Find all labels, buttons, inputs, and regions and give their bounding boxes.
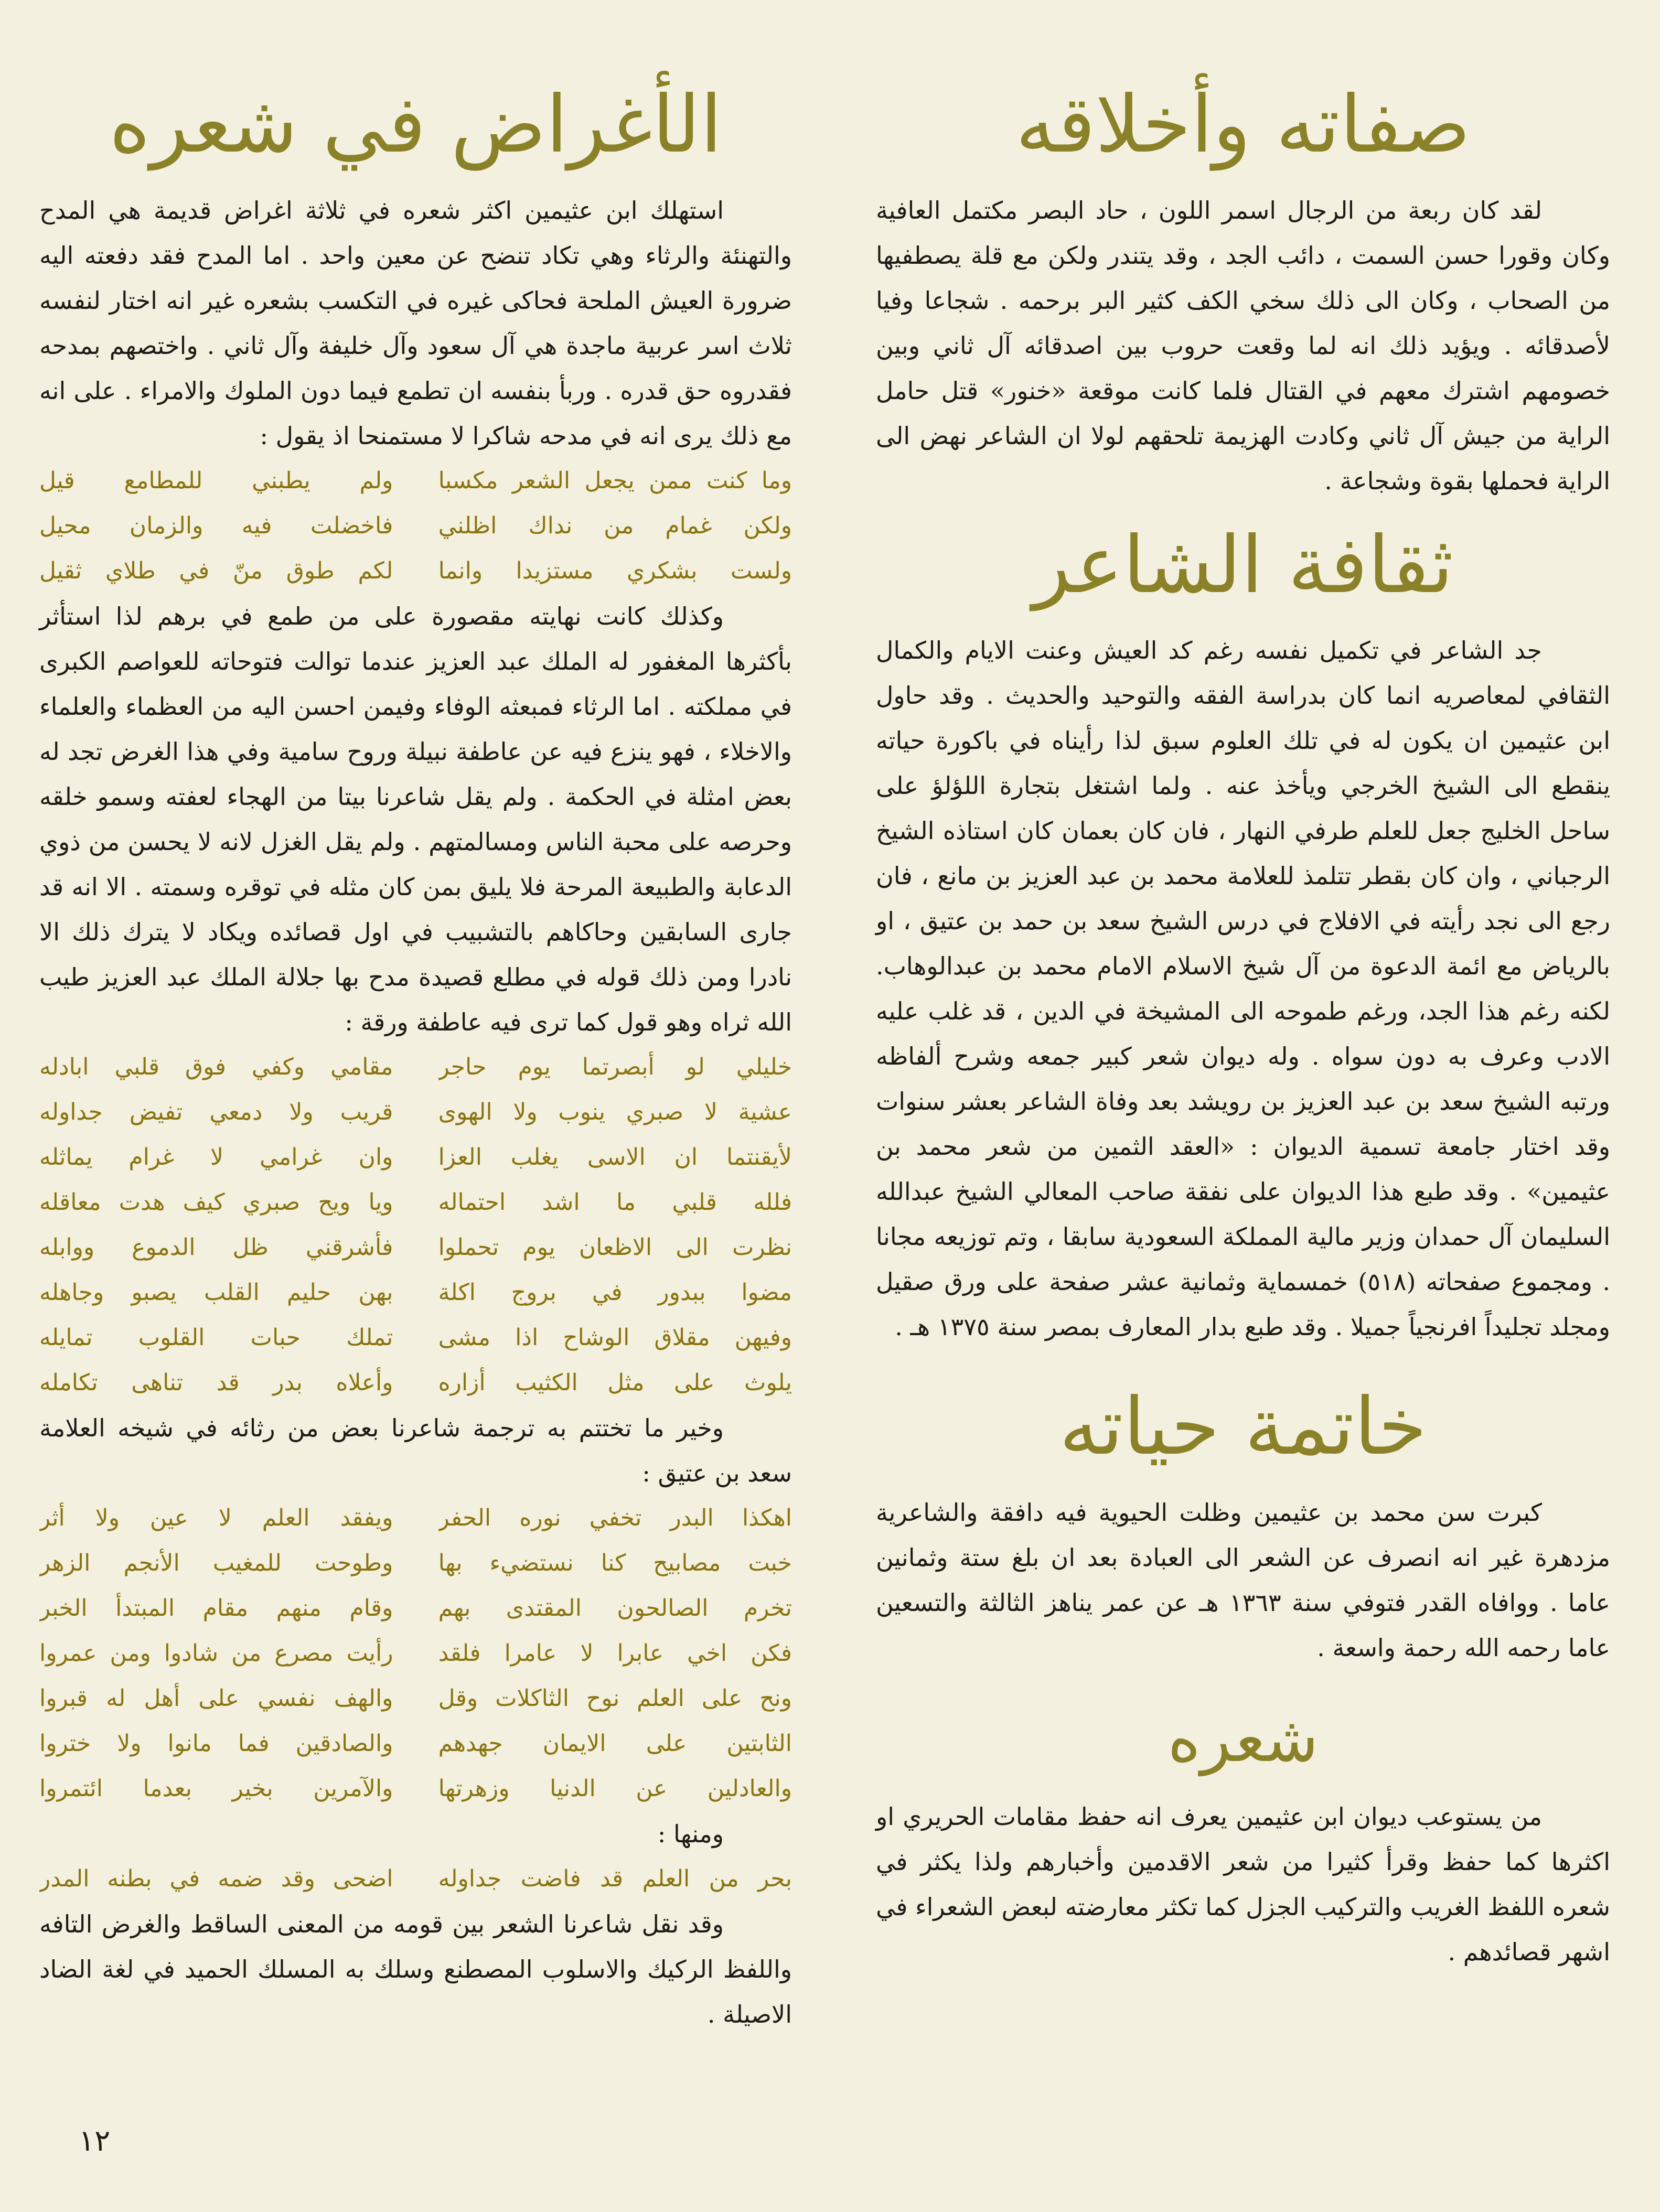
left-column xyxy=(39,79,792,2037)
hemistich-second: تملك حبات القلوب تمايله xyxy=(39,1324,393,1351)
paragraph-purposes: استهلك ابن عثيمين اكثر شعره في ثلاثة اغراض قديمة هي المدح والتهنئة والرثاء وهي تكاد تنضح عن معين واحد . اما المدح فقد دفعته اليه ضرورة العيش الملحة فحاكى غيره في التكسب بشعره غير انه اختار لنفسه ثلاث اسر عربية ماجدة هي آل سعود وآل خليفة وآل ثاني . واختصهم بمدحه فقدروه حق قدره . وربأ بنفسه ان تطمع فيما دون الملوك والامراء . على انه مع ذلك يرى انه في مدحه شاكرا لا مستمنحا اذ يقول : xyxy=(39,196,792,450)
paragraph-traits: لقد كان ربعة من الرجال اسمر اللون ، حاد البصر مكتمل العافية وكان وقورا حسن السمت ، دائب الجد ، وقد يتندر ولكن مع قلة يصطفيها من الصحاب ، وكان الى ذلك سخي الكف كثير البر برحمه . شجاعا وفيا لأصدقائه . ويؤيد ذلك انه لما وقعت حروب بين اصدقائه آل ثاني وبين خصومهم اشترك معهم في القتال فلما كانت موقعة «خنور» قتل حامل الراية من جيش آل ثاني وكادت الهزيمة تلحقهم لولا ان الشاعر نهض الى الراية فحملها بقوة وشجاعة . xyxy=(876,196,1610,495)
hemistich-second: قريب ولا دمعي تفيض جداوله xyxy=(39,1098,393,1125)
heading-culture: ثقافة الشاعر xyxy=(1032,519,1454,611)
hemistich-first: ولست بشكري مستزيدا وانما xyxy=(438,557,792,584)
paragraph-elegy-intro: وخير ما تختتم به ترجمة شاعرنا بعض من رثائه في شيخه العلامة سعد بن عتيق : xyxy=(39,1413,792,1487)
hemistich-second: والهف نفسي على أهل له قبروا xyxy=(39,1684,393,1712)
poem-4 xyxy=(39,1856,792,1902)
hemistich-first: نظرت الى الاظعان يوم تحملوا xyxy=(438,1233,792,1261)
hemistich-second: لكم طوق منّ في طلاي ثقيل xyxy=(39,557,393,584)
verse xyxy=(39,1045,792,1090)
verse xyxy=(39,1856,792,1902)
hemistich-first: والعادلين عن الدنيا وزهرتها xyxy=(438,1775,792,1802)
verse xyxy=(39,1315,792,1360)
right-column xyxy=(876,79,1610,1974)
hemistich-second: بهن حليم القلب يصبو وجاهله xyxy=(39,1279,393,1306)
hemistich-first: خليلي لو أبصرتما يوم حاجر xyxy=(438,1053,792,1080)
verse xyxy=(39,1766,792,1811)
verse xyxy=(39,1270,792,1315)
hemistich-second: ويفقد العلم لا عين ولا أثر xyxy=(39,1504,393,1531)
hemistich-second: فاخضلت فيه والزمان محيل xyxy=(39,512,393,539)
hemistich-second: وان غرامي لا غرام يماثله xyxy=(39,1143,393,1171)
hemistich-second: وطوحت للمغيب الأنجم الزهر xyxy=(39,1549,393,1576)
hemistich-second: فأشرقني ظل الدموع ووابله xyxy=(39,1233,393,1261)
paragraph-culture: جد الشاعر في تكميل نفسه رغم كد العيش وعنت الايام والكمال الثقافي لمعاصريه انما كان بدراسة الفقه والتوحيد والحديث . وقد حاول ابن عثيمين ان يكون له في تلك العلوم سبق لذا رأيناه في باكورة حياته ينقطع الى الشيخ الخرجي ويأخذ عنه . ولما اشتغل بتجارة اللؤلؤ على ساحل الخليج جعل للعلم طرفي النهار ، فان كان بعمان كان استاذه الشيخ الرجباني ، وان كان بقطر تتلمذ للعلامة محمد بن عبد العزيز بن مانع ، فان رجع الى نجد رأيته في الافلاج في درس الشيخ سعد بن حمد بن عتيق ، او بالرياض مع ائمة الدعوة من آل شيخ الاسلام الامام محمد بن عبدالوهاب. لكنه رغم هذا الجد، ورغم طموحه الى المشيخة في الدين ، قد غلب عليه الادب وعرف به دون سواه . وله ديوان شعر كبير جمعه وشرح ألفاظه ورتبه الشيخ سعد بن عبد العزيز بن رويشد بعد وفاة الشاعر بعشر سنوات وقد اختار جامعة تسمية الديوان : «العقد الثمين من شعر محمد بن عثيمين» . وقد طبع هذا الديوان على نفقة صاحب المعالي الشيخ عبدالله السليمان آل حمدان وزير مالية المملكة السعودية سابقا ، وتم توزيعه مجانا . ومجموع صفحاته (٥١٨) خمسماية وثمانية عشر صفحة على ورق صقيل ومجلد تجليداً افرنجياً جميلا . وقد طبع بدار المعارف بمصر سنة ١٣٧٥ هـ . xyxy=(876,636,1610,1341)
hemistich-second: وقام منهم مقام المبتدأ الخبر xyxy=(39,1594,393,1622)
verse xyxy=(39,1360,792,1405)
paragraph-and-from-it: ومنها : xyxy=(657,1819,724,1848)
hemistich-second: وأعلاه بدر قد تناهى تكامله xyxy=(39,1369,393,1396)
verse xyxy=(39,1541,792,1586)
hemistich-first: بحر من العلم قد فاضت جداوله xyxy=(438,1865,792,1892)
verse xyxy=(39,1721,792,1766)
heading-end-of-life: خاتمة حياته xyxy=(1059,1381,1427,1473)
page-number: ١٢ xyxy=(79,2124,111,2158)
verse xyxy=(39,1676,792,1721)
verse xyxy=(39,1135,792,1180)
hemistich-second: والآمرين بخير بعدما ائتمروا xyxy=(39,1775,393,1802)
poem-3 xyxy=(39,1496,792,1811)
hemistich-first: فكن اخي عابرا لا عامرا فلقد xyxy=(438,1639,792,1667)
hemistich-first: الثابتين على الايمان جهدهم xyxy=(438,1730,792,1757)
hemistich-first: ولكن غمام من نداك اظلني xyxy=(438,512,792,539)
hemistich-first: وفيهن مقلاق الوشاح اذا مشى xyxy=(438,1324,792,1351)
hemistich-first: تخرم الصالحون المقتدى بهم xyxy=(438,1594,792,1622)
hemistich-second: مقامي وكفي فوق قلبي ابادله xyxy=(39,1053,393,1080)
verse xyxy=(39,1180,792,1225)
verse xyxy=(39,549,792,594)
verse xyxy=(39,1586,792,1631)
hemistich-first: عشية لا صبري ينوب ولا الهوى xyxy=(438,1098,792,1125)
hemistich-first: وما كنت ممن يجعل الشعر مكسبا xyxy=(438,467,792,494)
hemistich-first: مضوا ببدور في بروج اكلة xyxy=(438,1279,792,1306)
paragraph-poetry: من يستوعب ديوان ابن عثيمين يعرف انه حفظ مقامات الحريري او اكثرها كما حفظ وقرأ كثيرا من شعر الاقدمين وأخبارهم ولذا يكثر في شعره اللفظ الغريب والتركيب الجزل كما تكثر معارضته لبعض الشعراء في اشهر قصائدهم . xyxy=(876,1802,1610,1966)
verse xyxy=(39,1225,792,1270)
hemistich-second: اضحى وقد ضمه في بطنه المدر xyxy=(39,1865,393,1892)
paragraph-end-of-life: كبرت سن محمد بن عثيمين وظلت الحيوية فيه دافقة والشاعرية مزدهرة غير انه انصرف عن الشعر الى العبادة بعد ان بلغ ستة وثمانين عاما . ووافاه القدر فتوفي سنة ١٣٦٣ هـ عن عمر يناهز الثالثة والتسعين عاما رحمه الله رحمة واسعة . xyxy=(876,1498,1610,1662)
hemistich-second: والصادقين فما مانوا ولا ختروا xyxy=(39,1730,393,1757)
poem-2 xyxy=(39,1045,792,1405)
hemistich-first: فلله قلبي ما اشد احتماله xyxy=(438,1188,792,1216)
hemistich-second: ولم يطبني للمطامع قيل xyxy=(39,467,393,494)
poem-1 xyxy=(39,458,792,594)
verse xyxy=(39,1631,792,1676)
hemistich-first: اهكذا البدر تخفي نوره الحفر xyxy=(438,1504,792,1531)
paragraph-praise-elegy: وكذلك كانت نهايته مقصورة على من طمع في برهم لذا استأثر بأكثرها المغفور له الملك عبد العزيز عندما توالت فتوحاته للعواصم الكبرى في مملكته . اما الرثاء فمبعثه الوفاء وفيمن احسن اليه من العظماء والعلماء والاخلاء ، فهو ينزع فيه عن عاطفة نبيلة وروح سامية وفي هذا الغرض تجد له بعض امثلة في الحكمة . ولم يقل شاعرنا بيتا من الهجاء لعفته وسمو خلقه وحرصه على محبة الناس ومسالمتهم . ولم يقل الغزل لانه لا يحسن من ذوي الدعابة والطبيعة المرحة فلا يليق بمن كان مثله في توقره وسمته . الا انه قد جارى السابقين وحاكاهم بالتشبيب في اول قصائده ويكاد لا يترك ذلك الا نادرا ومن ذلك قوله في مطلع قصيدة مدح بها جلالة الملك عبد العزيز طيب الله ثراه وهو قول كما ترى فيه عاطفة ورقة : xyxy=(39,602,792,1036)
verse xyxy=(39,503,792,549)
paragraph-closing: وقد نقل شاعرنا الشعر بين قومه من المعنى الساقط والغرض التافه واللفظ الركيك والاسلوب المصطنع وسلك به المسلك الحميد في لغة الضاد الاصيلة . xyxy=(39,1909,792,2028)
hemistich-first: لأيقنتما ان الاسى يغلب العزا xyxy=(438,1143,792,1171)
heading-purposes: الأغراض في شعره xyxy=(109,79,722,170)
heading-traits: صفاته وأخلاقه xyxy=(1015,79,1471,170)
heading-poetry: شعره xyxy=(1168,1703,1319,1776)
hemistich-second: رأيت مصرع من شادوا ومن عمروا xyxy=(39,1639,393,1667)
verse xyxy=(39,1090,792,1135)
verse xyxy=(39,458,792,503)
hemistich-second: ويا ويح صبري كيف هدت معاقله xyxy=(39,1188,393,1216)
hemistich-first: خبت مصابيح كنا نستضيء بها xyxy=(438,1549,792,1576)
verse xyxy=(39,1496,792,1541)
hemistich-first: ونح على العلم نوح الثاكلات وقل xyxy=(438,1684,792,1712)
hemistich-first: يلوث على مثل الكثيب أزاره xyxy=(438,1369,792,1396)
